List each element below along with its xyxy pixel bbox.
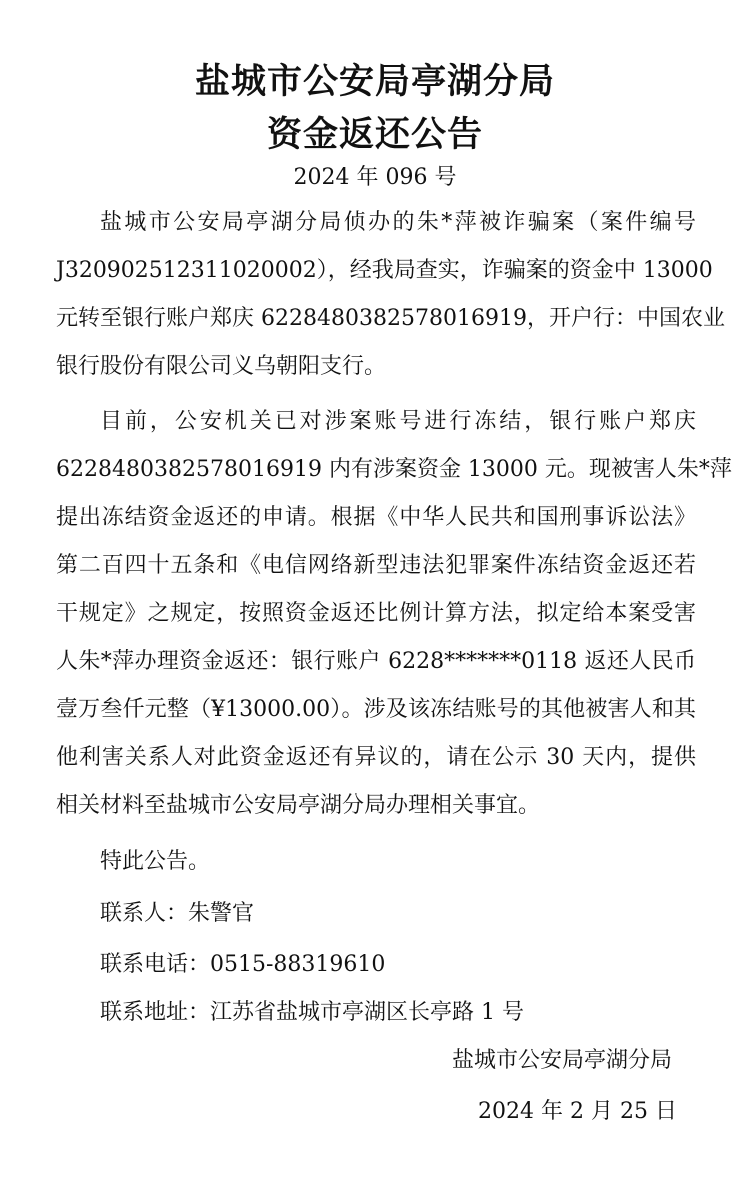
- paragraph-line: J320902512311020002），经我局查实，诈骗案的资金中 13000: [56, 258, 713, 283]
- title-line-1: 盐城市公安局亭湖分局: [194, 62, 555, 102]
- paragraph-line: 人朱*萍办理资金返还：银行账户 6228*******0118 返还人民币: [56, 649, 696, 674]
- signature-date: 2024 年 2 月 25 日: [478, 1099, 677, 1124]
- paragraph-line: 银行股份有限公司义乌朝阳支行。: [56, 354, 387, 379]
- paragraph-line: 壹万叁仟元整（¥13000.00）。涉及该冻结账号的其他被害人和其: [56, 697, 696, 722]
- paragraph-line: 盐城市公安局亭湖分局侦办的朱*萍被诈骗案（案件编号: [100, 210, 696, 235]
- contact-phone: 联系电话：0515-88319610: [100, 952, 386, 977]
- signature-organization: 盐城市公安局亭湖分局: [452, 1048, 673, 1073]
- paragraph-refund-details: [56, 398, 732, 830]
- paragraph-case-details: [56, 199, 725, 391]
- paragraph-line: 目前，公安机关已对涉案账号进行冻结，银行账户郑庆: [100, 409, 696, 434]
- paragraph-line: 元转至银行账户郑庆 6228480382578016919，开户行：中国农业: [56, 306, 725, 331]
- document-number: 2024 年 096 号: [293, 165, 457, 190]
- title-line-2: 资金返还公告: [266, 115, 483, 155]
- paragraph-line: 6228480382578016919 内有涉案资金 13000 元。现被害人朱*萍: [56, 457, 732, 482]
- paragraph-line: 他利害关系人对此资金返还有异议的，请在公示 30 天内，提供: [56, 745, 696, 770]
- contact-address: 联系地址：江苏省盐城市亭湖区长亭路 1 号: [100, 1000, 524, 1025]
- paragraph-line: 第二百四十五条和《电信网络新型违法犯罪案件冻结资金返还若: [56, 553, 696, 578]
- contact-person: 联系人：朱警官: [100, 901, 255, 926]
- closing-text: 特此公告。: [100, 849, 211, 874]
- paragraph-line: 干规定》之规定，按照资金返还比例计算方法，拟定给本案受害: [56, 601, 696, 626]
- paragraph-line: 提出冻结资金返还的申请。根据《中华人民共和国刑事诉讼法》: [56, 505, 696, 530]
- paragraph-line: 相关材料至盐城市公安局亭湖分局办理相关事宜。: [56, 793, 541, 818]
